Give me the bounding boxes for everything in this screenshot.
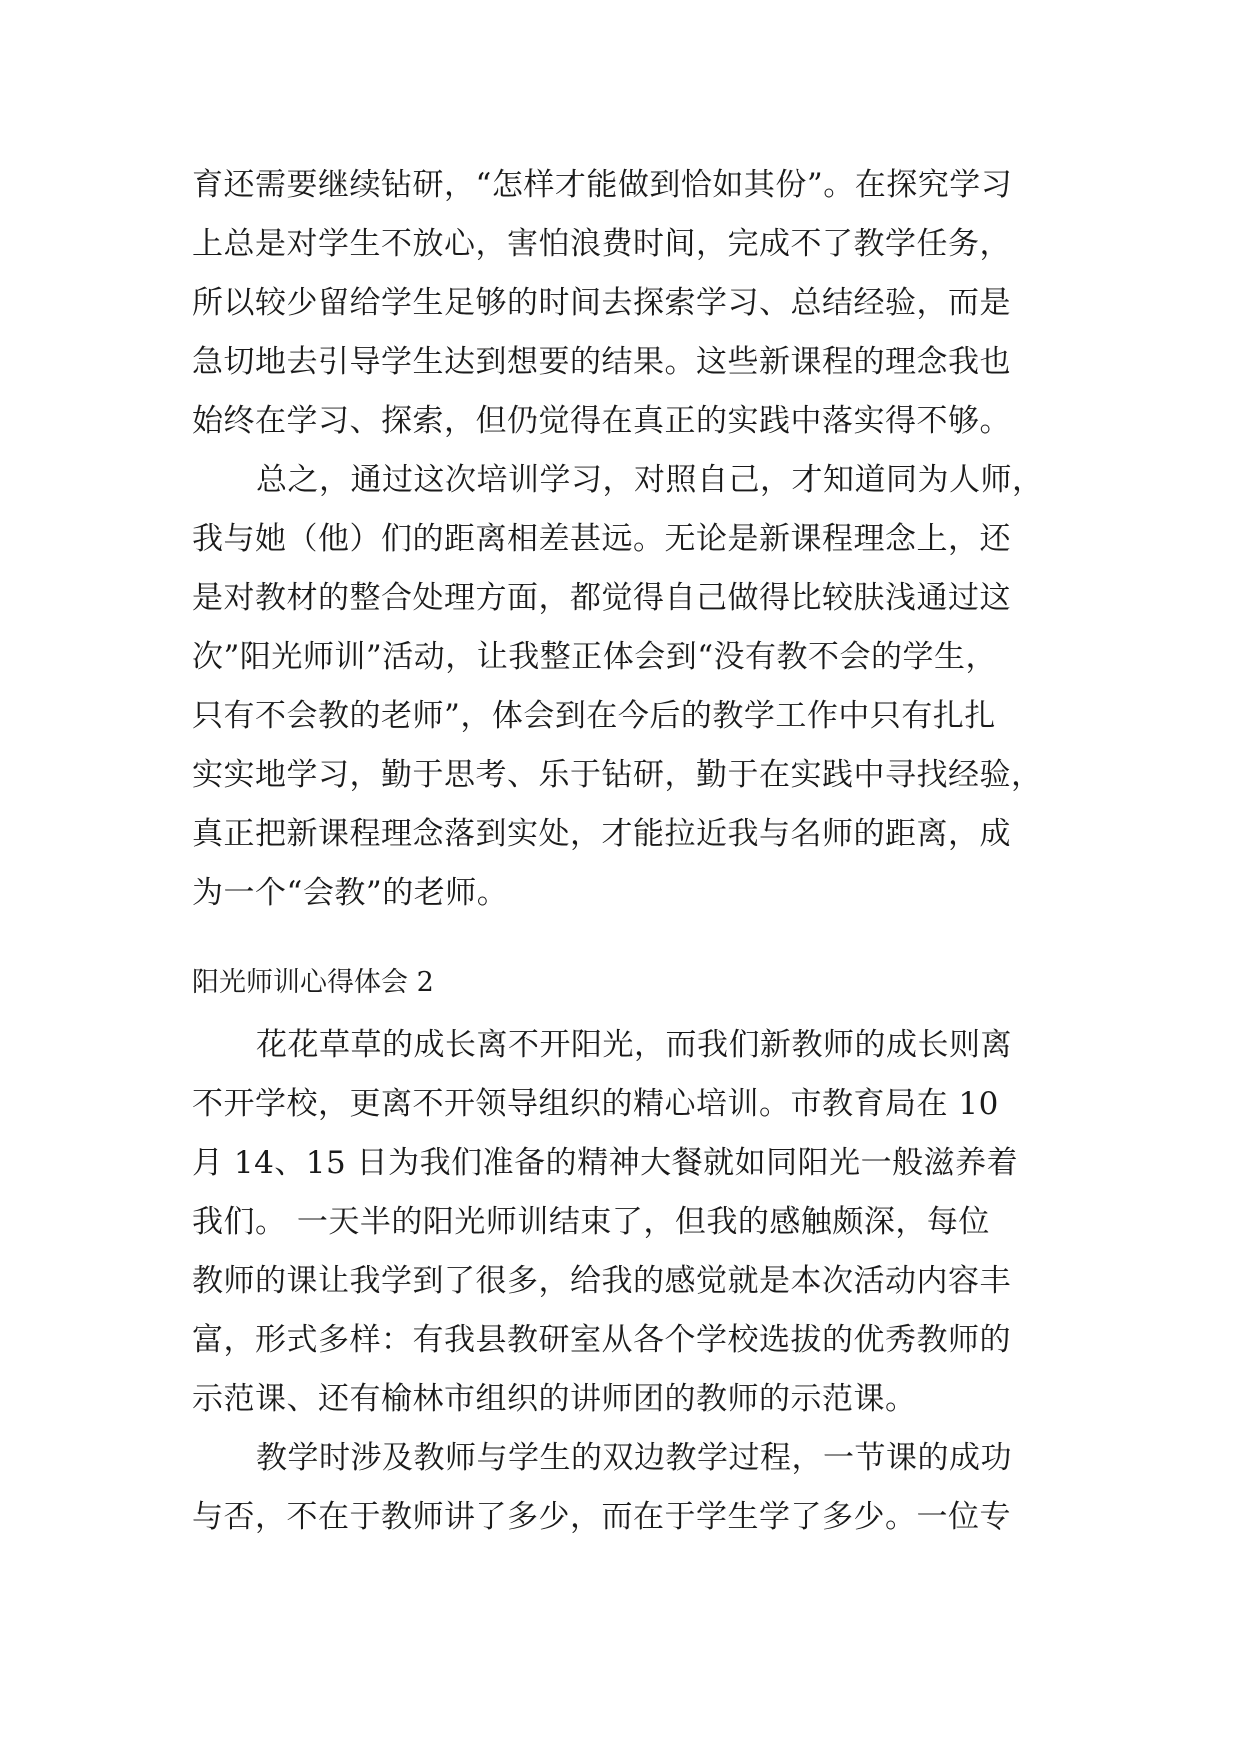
text-line: 教学时涉及教师与学生的双边教学过程，一节课的成功	[256, 1440, 1012, 1476]
text-line: 我与她（他）们的距离相差甚远。无论是新课程理念上，还	[192, 521, 1011, 557]
text-line: 教师的课让我学到了很多，给我的感觉就是本次活动内容丰	[192, 1263, 1011, 1299]
text-line: 急切地去引导学生达到想要的结果。这些新课程的理念我也	[192, 344, 1011, 380]
text-line: 是对教材的整合处理方面，都觉得自己做得比较肤浅通过这	[192, 580, 1011, 616]
text-line: 育还需要继续钻研，“怎样才能做到恰如其份”。在探究学习	[192, 167, 1013, 203]
text-line: 始终在学习、探索，但仍觉得在真正的实践中落实得不够。	[192, 403, 1011, 439]
text-line: 与否，不在于教师讲了多少，而在于学生学了多少。一位专	[192, 1499, 1011, 1535]
text-line: 真正把新课程理念落到实处，才能拉近我与名师的距离，成	[192, 816, 1011, 852]
text-line: 实实地学习，勤于思考、乐于钻研，勤于在实践中寻找经验，	[192, 757, 1043, 793]
text-line: 为一个“会教”的老师。	[192, 875, 509, 911]
text-line: 不开学校，更离不开领导组织的精心培训。市教育局在 10	[192, 1086, 999, 1122]
text-line: 所以较少留给学生足够的时间去探索学习、总结经验，而是	[192, 285, 1011, 321]
text-line: 花花草草的成长离不开阳光，而我们新教师的成长则离	[256, 1027, 1012, 1063]
text-line: 示范课、还有榆林市组织的讲师团的教师的示范课。	[192, 1381, 917, 1417]
text-line: 月 14、15 日为我们准备的精神大餐就如同阳光一般滋养着	[192, 1145, 1019, 1181]
text-line: 我们。 一天半的阳光师训结束了，但我的感触颇深，每位	[192, 1204, 990, 1240]
text-line: 富，形式多样：有我县教研室从各个学校选拔的优秀教师的	[192, 1322, 1011, 1358]
text-line: 上总是对学生不放心，害怕浪费时间，完成不了教学任务，	[192, 226, 1011, 262]
paragraph-block-2	[192, 1016, 1060, 1547]
text-line: 只有不会教的老师”，体会到在今后的教学工作中只有扎扎	[192, 698, 996, 734]
text-line: 总之，通过这次培训学习，对照自己，才知道同为人师，	[256, 462, 1044, 498]
section-heading: 阳光师训心得体会 2	[192, 967, 434, 998]
paragraph-block-1	[192, 156, 1060, 923]
text-line: 次”阳光师训”活动，让我整正体会到“没有教不会的学生，	[192, 639, 998, 675]
